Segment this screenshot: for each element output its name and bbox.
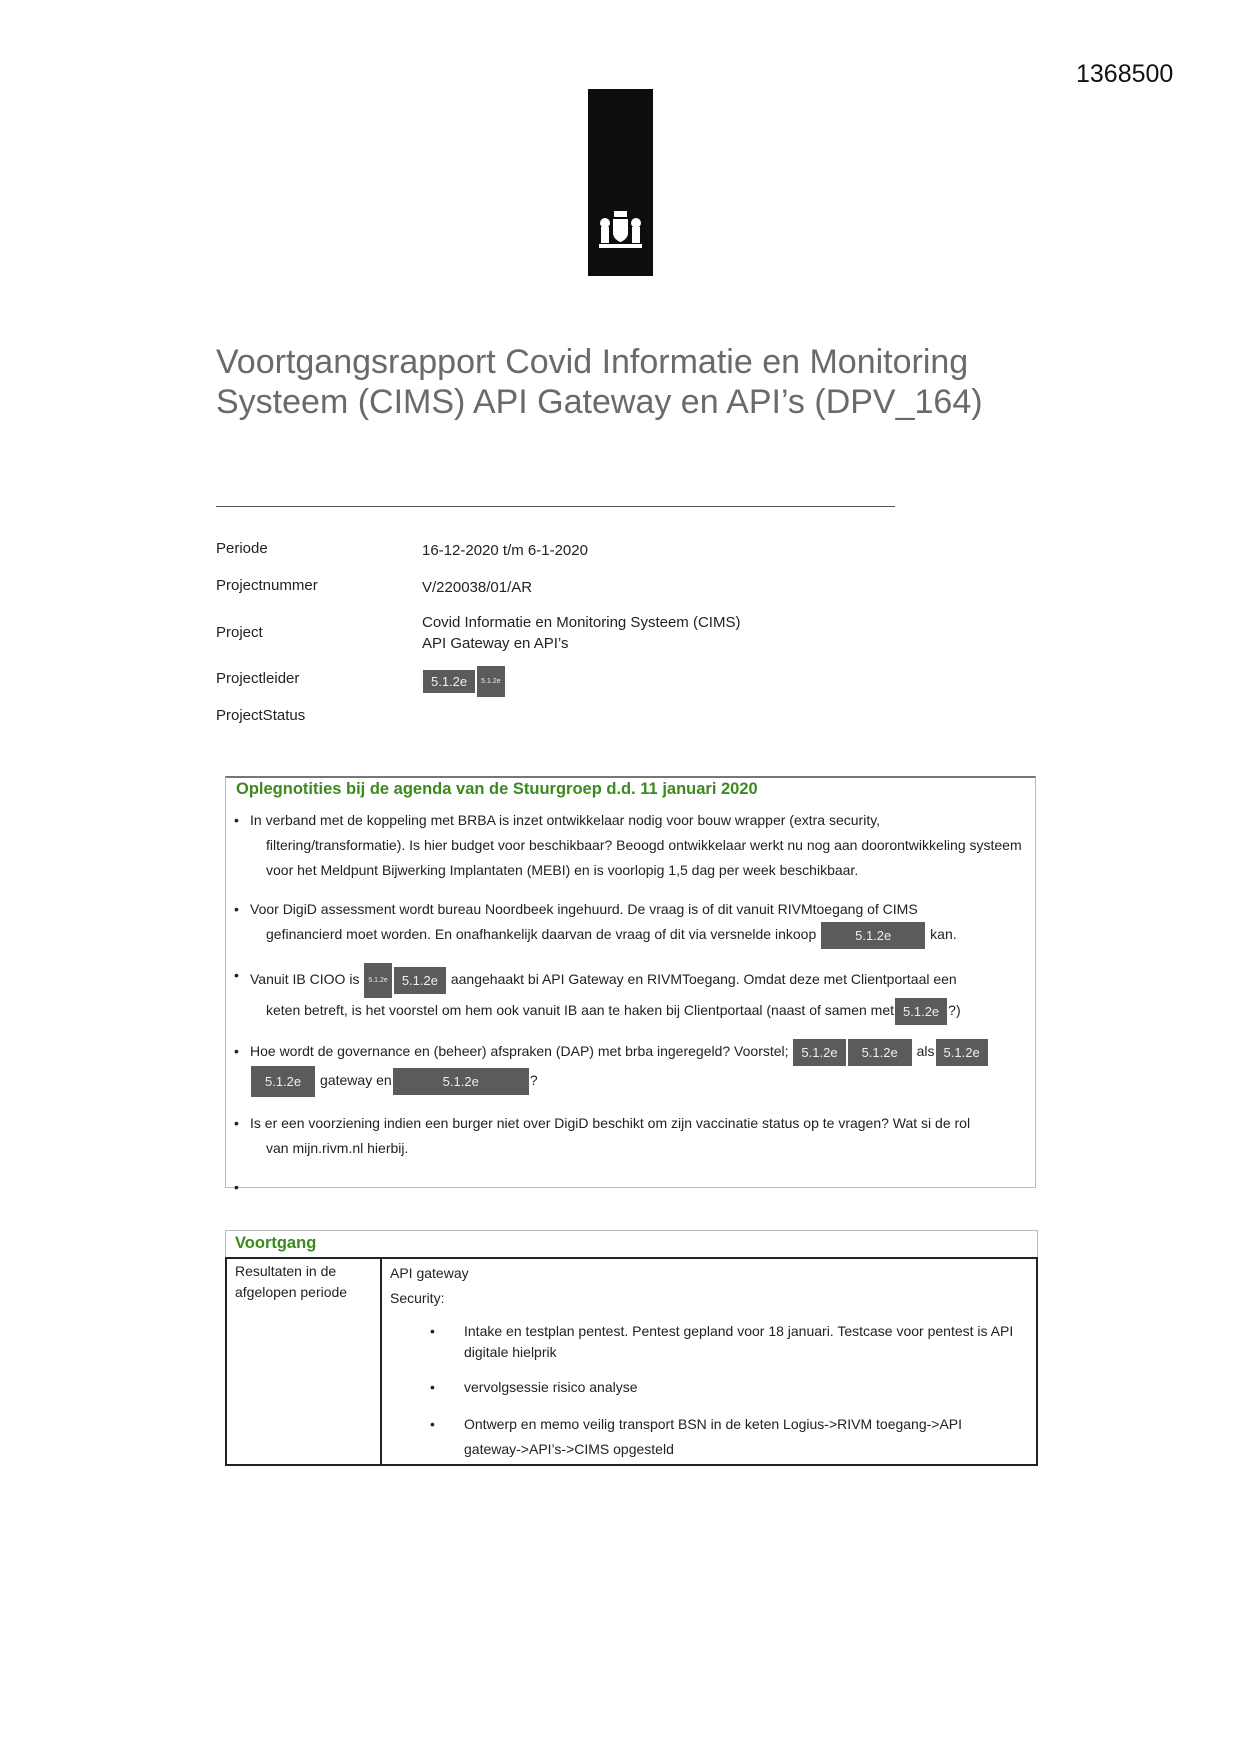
subheading: API gateway: [390, 1265, 469, 1281]
project-value-line2: API Gateway en API’s: [422, 635, 569, 652]
projectnummer-value: V/220038/01/AR: [422, 579, 533, 596]
projectnummer-label: Projectnummer: [216, 577, 318, 594]
project-value-line1: Covid Informatie en Monitoring Systeem (CIMS): [422, 614, 741, 631]
item-text: kan.: [930, 926, 957, 943]
list-item: [234, 1039, 1024, 1097]
section-title: Voortgang: [235, 1234, 317, 1252]
redaction: 5.1.2e: [394, 967, 446, 994]
item-text: als: [916, 1043, 935, 1060]
item-text: aangehaakt bi API Gateway en RIVMToegang. Omdat deze met Clientportaal een: [450, 971, 957, 988]
list-item: [234, 808, 1024, 883]
list-item: [234, 897, 1024, 949]
item-text: ?: [529, 1072, 538, 1089]
list-item: [234, 1111, 1024, 1161]
periode-label: Periode: [216, 540, 268, 557]
item-text: Voor DigiD assessment wordt bureau Noordbeek ingehuurd. De vraag is of dit vanuit RIVMtoegang of CIMS: [250, 901, 918, 917]
projectleider-value: [422, 666, 506, 697]
projectstatus-label: ProjectStatus: [216, 707, 306, 724]
item-text: van mijn.rivm.nl hierbij.: [266, 1140, 409, 1156]
government-logo: [588, 89, 653, 276]
voortgang-table: [225, 1257, 1038, 1466]
redaction: 5.1.2e: [251, 1066, 315, 1097]
oplegnotities-section: [225, 776, 1036, 1188]
notes-list: [234, 808, 1024, 1175]
item-text: filtering/transformatie). Is hier budget voor beschikbaar? Beoogd ontwikkelaar werkt nu nog aan doorontwikkeling systeem voor het Meldpunt Bijwerking Implantaten (MEBI) en is voorlopig 1,5 dag per week beschikbaar.: [266, 837, 1022, 878]
list-item: [234, 963, 1024, 1025]
page-title: Voortgangsrapport Covid Informatie en Monitoring Systeem (CIMS) API Gateway en API’s (DPV_164): [216, 343, 983, 421]
periode-value: 16-12-2020 t/m 6-1-2020: [422, 542, 588, 559]
item-text: gateway en: [320, 1072, 392, 1089]
redaction: 5.1.2e: [895, 998, 947, 1025]
project-value: [422, 612, 740, 654]
list-item: • Ontwerp en memo veilig transport BSN in de keten Logius->RIVM toegang->API gateway->API’s->CIMS opgesteld: [390, 1412, 1020, 1462]
document-number: 1368500: [1076, 60, 1174, 88]
row-content: [390, 1261, 1020, 1476]
redaction: 5.1.2e: [821, 922, 925, 949]
redaction: 5.1.2e: [477, 666, 504, 697]
results-list: [390, 1321, 1020, 1462]
coat-of-arms-icon: [596, 207, 645, 251]
item-text: keten betreft, is het voorstel om hem ook vanuit IB aan te haken bij Clientportaal (naast of samen met: [266, 1002, 895, 1019]
row-label: Resultaten in de afgelopen periode: [227, 1259, 382, 1464]
item-text: Is er een voorziening indien een burger niet over DigiD beschikt om zijn vaccinatie status op te vragen? Wat si de rol: [250, 1115, 971, 1131]
redaction: 5.1.2e: [848, 1039, 912, 1066]
item-text: ?): [948, 1002, 961, 1019]
redaction: 5.1.2e: [793, 1039, 845, 1066]
item-text: gefinancierd moet worden. En onafhankelijk daarvan de vraag of dit via versnelde inkoop: [266, 926, 817, 943]
redaction: 5.1.2e: [364, 963, 391, 998]
redaction: 5.1.2e: [393, 1068, 529, 1095]
section-title: Oplegnotities bij de agenda van de Stuurgroep d.d. 11 januari 2020: [236, 780, 758, 798]
voortgang-section: [225, 1230, 1040, 1467]
projectleider-label: Projectleider: [216, 670, 300, 687]
project-label: Project: [216, 624, 263, 641]
list-item: • Intake en testplan pentest. Pentest gepland voor 18 januari. Testcase voor pentest is API digitale hielprik: [390, 1321, 1020, 1363]
item-text: Hoe wordt de governance en (beheer) afspraken (DAP) met brba ingeregeld? Voorstel;: [250, 1043, 789, 1060]
divider: [216, 506, 895, 507]
list-item: • vervolgsessie risico analyse: [390, 1377, 1020, 1398]
item-text: Vanuit IB CIOO is: [250, 971, 360, 988]
redaction: 5.1.2e: [936, 1039, 988, 1066]
item-text: In verband met de koppeling met BRBA is inzet ontwikkelaar nodig voor bouw wrapper (extra security,: [250, 812, 881, 828]
redaction: 5.1.2e: [423, 670, 475, 693]
subheading: Security:: [390, 1290, 445, 1306]
